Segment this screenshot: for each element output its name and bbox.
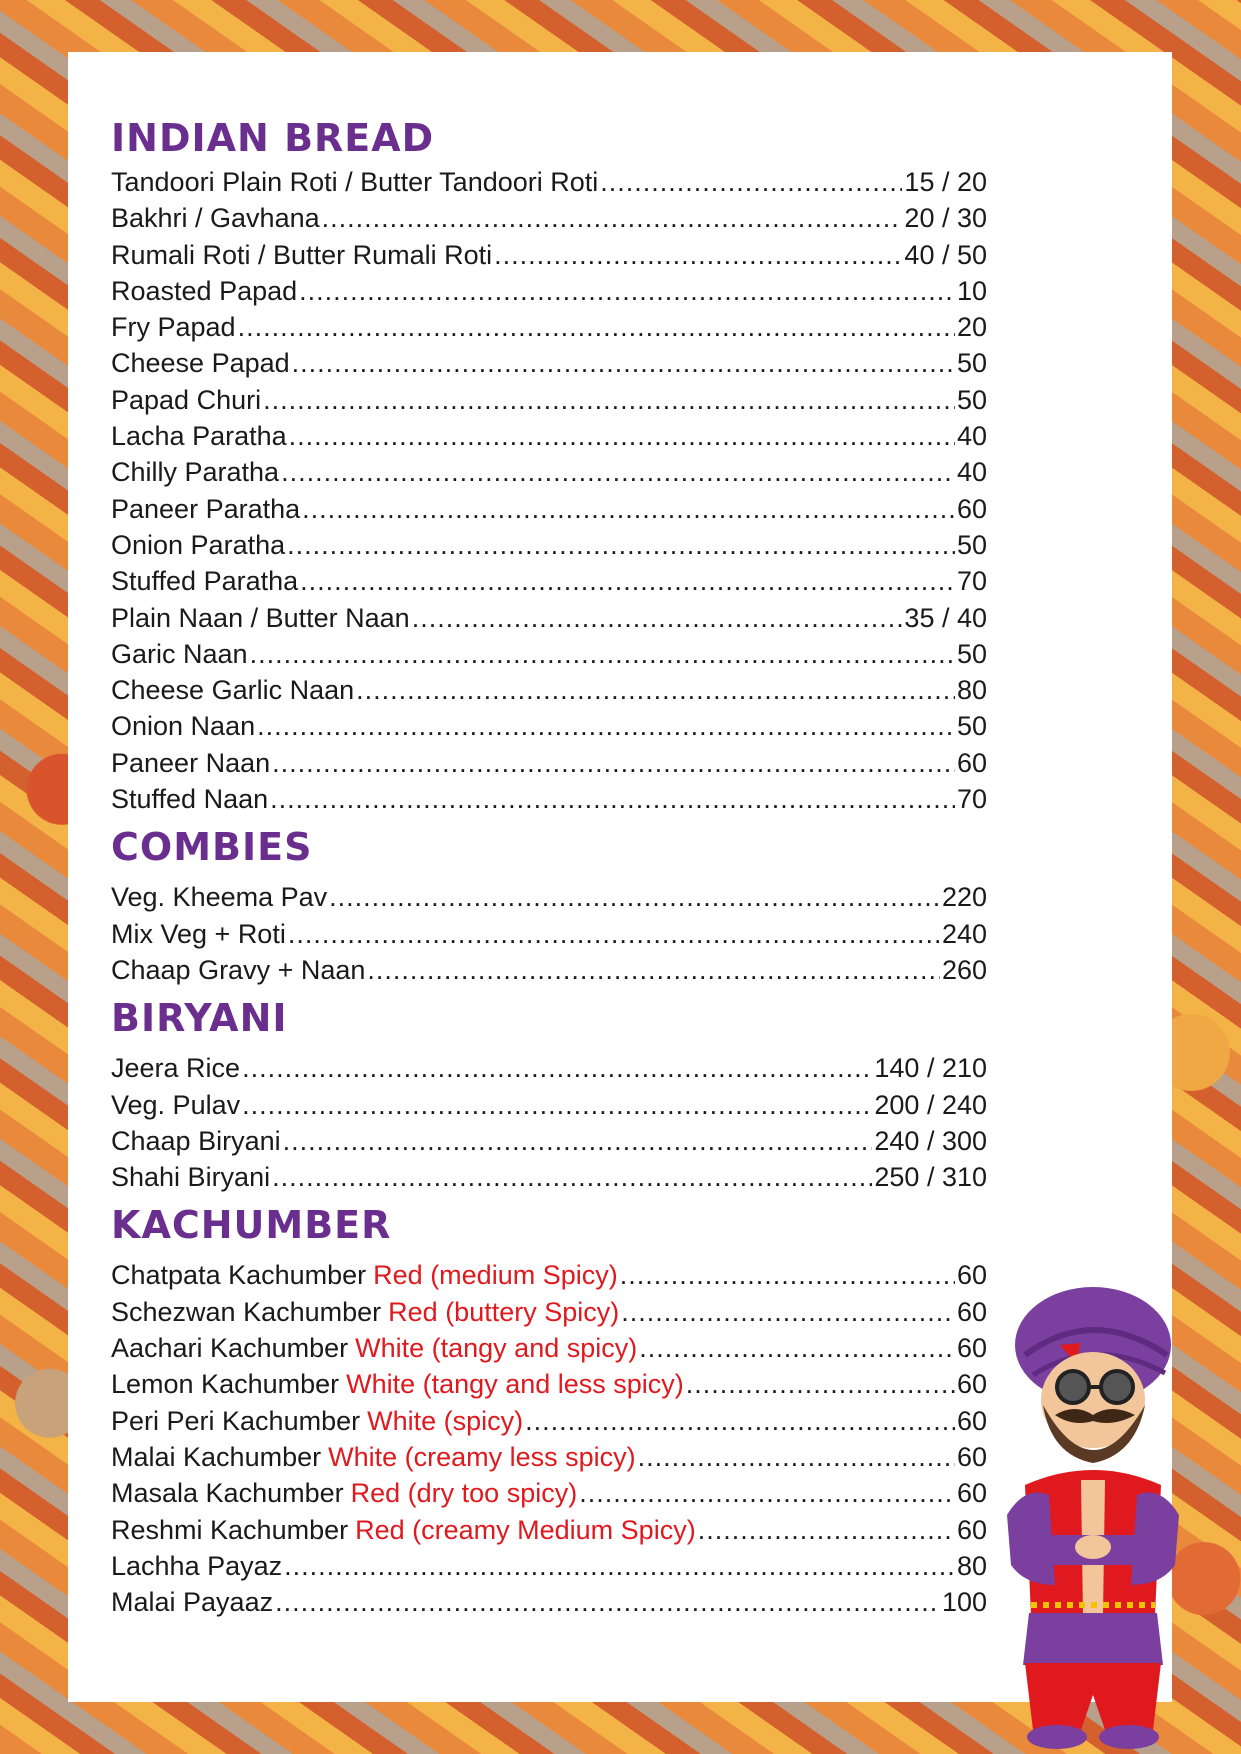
menu-item-price: 35 / 40 bbox=[904, 602, 987, 633]
menu-item bbox=[111, 1050, 987, 1086]
menu-item-name: Reshmi Kachumber bbox=[111, 1514, 349, 1545]
dot-leader bbox=[242, 1050, 872, 1080]
menu-item-price: 60 bbox=[956, 1260, 987, 1291]
section-biryani bbox=[111, 992, 987, 1195]
menu-item bbox=[111, 952, 987, 988]
menu-item-price: 60 bbox=[956, 1441, 987, 1472]
menu-item-name: Cheese Papad bbox=[111, 348, 290, 379]
menu-item bbox=[111, 781, 987, 817]
menu-item-name: Shahi Biryani bbox=[111, 1162, 271, 1193]
dot-leader bbox=[638, 1439, 955, 1469]
menu-item bbox=[111, 1366, 987, 1402]
dot-leader bbox=[322, 200, 903, 230]
section-indian-bread bbox=[111, 112, 987, 817]
dot-leader bbox=[620, 1257, 955, 1287]
menu-item-price: 240 bbox=[941, 918, 987, 949]
dot-leader bbox=[284, 1548, 955, 1578]
menu-item-name: Veg. Pulav bbox=[111, 1089, 241, 1120]
menu-item-price: 260 bbox=[941, 954, 987, 985]
menu-item-price: 50 bbox=[956, 711, 987, 742]
menu-item-description: Red (buttery Spicy) bbox=[388, 1296, 620, 1327]
menu-item-name: Lachha Payaz bbox=[111, 1550, 283, 1581]
menu-item-name: Mix Veg + Roti bbox=[111, 918, 286, 949]
menu-item-name: Garic Naan bbox=[111, 638, 248, 669]
dot-leader bbox=[302, 491, 955, 521]
menu-item-price: 220 bbox=[941, 882, 987, 913]
menu-item-price: 250 / 310 bbox=[874, 1162, 987, 1193]
menu-item bbox=[111, 1123, 987, 1159]
menu-item-name: Roasted Papad bbox=[111, 275, 298, 306]
menu-item bbox=[111, 636, 987, 672]
menu-item-price: 60 bbox=[956, 747, 987, 778]
menu-item-price: 60 bbox=[956, 1478, 987, 1509]
dot-leader bbox=[270, 781, 955, 811]
dot-leader bbox=[356, 672, 955, 702]
menu-item bbox=[111, 491, 987, 527]
menu-item-name: Chaap Gravy + Naan bbox=[111, 954, 366, 985]
menu-item-price: 60 bbox=[956, 1296, 987, 1327]
menu-item-name: Cheese Garlic Naan bbox=[111, 675, 355, 706]
menu-item-price: 140 / 210 bbox=[874, 1053, 987, 1084]
menu-item-name: Onion Paratha bbox=[111, 529, 286, 560]
menu-item-price: 60 bbox=[956, 493, 987, 524]
menu-item bbox=[111, 916, 987, 952]
dot-leader bbox=[579, 1475, 955, 1505]
menu-item bbox=[111, 1403, 987, 1439]
menu-item-price: 60 bbox=[956, 1514, 987, 1545]
menu-item-price: 200 / 240 bbox=[874, 1089, 987, 1120]
menu-item-price: 40 bbox=[956, 421, 987, 452]
menu-item-name: Lemon Kachumber bbox=[111, 1369, 340, 1400]
menu-item-name: Lacha Paratha bbox=[111, 421, 287, 452]
menu-item bbox=[111, 1584, 987, 1620]
section-title: INDIAN BREAD bbox=[111, 116, 435, 160]
menu-item-description: White (tangy and spicy) bbox=[355, 1333, 638, 1364]
menu-item-name: Papad Churi bbox=[111, 384, 262, 415]
section-kachumber bbox=[111, 1199, 987, 1620]
menu-item bbox=[111, 1257, 987, 1293]
menu-item bbox=[111, 1330, 987, 1366]
menu-item bbox=[111, 672, 987, 708]
menu-item bbox=[111, 309, 987, 345]
menu-item bbox=[111, 708, 987, 744]
menu-item-name: Peri Peri Kachumber bbox=[111, 1405, 361, 1436]
menu-item-description: Red (creamy Medium Spicy) bbox=[355, 1514, 696, 1545]
dot-leader bbox=[263, 382, 955, 412]
menu-item bbox=[111, 345, 987, 381]
menu-item-name: Masala Kachumber bbox=[111, 1478, 344, 1509]
menu-item-name: Tandoori Plain Roti / Butter Tandoori Roti bbox=[111, 167, 599, 197]
menu-item-description: White (tangy and less spicy) bbox=[346, 1369, 684, 1400]
menu-item-price: 50 bbox=[956, 529, 987, 560]
menu-item-name: Stuffed Naan bbox=[111, 784, 269, 815]
menu-item bbox=[111, 1548, 987, 1584]
menu-item bbox=[111, 200, 987, 236]
menu-item bbox=[111, 1475, 987, 1511]
dot-leader bbox=[238, 309, 955, 339]
menu-item-price: 40 bbox=[956, 457, 987, 488]
menu-item bbox=[111, 1087, 987, 1123]
menu-item-price: 80 bbox=[956, 1550, 987, 1581]
menu-content bbox=[111, 112, 987, 1620]
menu-item-price: 20 bbox=[956, 312, 987, 343]
menu-item-name: Plain Naan / Butter Naan bbox=[111, 602, 410, 633]
menu-item-name: Malai Kachumber bbox=[111, 1441, 322, 1472]
menu-item-price: 100 bbox=[941, 1587, 987, 1618]
dot-leader bbox=[289, 418, 955, 448]
menu-item-description: Red (medium Spicy) bbox=[373, 1260, 618, 1291]
dot-leader bbox=[412, 600, 903, 630]
menu-item bbox=[111, 1294, 987, 1330]
menu-item-price: 60 bbox=[956, 1369, 987, 1400]
dot-leader bbox=[698, 1512, 955, 1542]
dot-leader bbox=[300, 563, 955, 593]
menu-item-price: 10 bbox=[956, 275, 987, 306]
menu-item-price: 70 bbox=[956, 566, 987, 597]
menu-item-name: Rumali Roti / Butter Rumali Roti bbox=[111, 239, 493, 270]
menu-item-name: Bakhri / Gavhana bbox=[111, 203, 320, 234]
dot-leader bbox=[600, 164, 902, 194]
menu-item-name: Jeera Rice bbox=[111, 1053, 241, 1084]
menu-item bbox=[111, 745, 987, 781]
menu-item bbox=[111, 164, 987, 200]
dot-leader bbox=[299, 273, 955, 303]
menu-item bbox=[111, 237, 987, 273]
menu-item bbox=[111, 418, 987, 454]
menu-item-name: Onion Naan bbox=[111, 711, 256, 742]
menu-item-name: Stuffed Paratha bbox=[111, 566, 299, 597]
menu-item bbox=[111, 382, 987, 418]
section-title: KACHUMBER bbox=[111, 1203, 392, 1248]
menu-item-name: Malai Payaaz bbox=[111, 1587, 274, 1618]
menu-item-name: Paneer Naan bbox=[111, 747, 271, 778]
menu-item bbox=[111, 454, 987, 490]
dot-leader bbox=[242, 1087, 872, 1117]
dot-leader bbox=[287, 527, 955, 557]
menu-item-price: 70 bbox=[956, 784, 987, 815]
menu-item-price: 15 / 20 bbox=[904, 167, 987, 197]
dot-leader bbox=[281, 454, 955, 484]
menu-item bbox=[111, 1439, 987, 1475]
menu-item bbox=[111, 1159, 987, 1195]
menu-item-price: 80 bbox=[956, 675, 987, 706]
menu-item bbox=[111, 1512, 987, 1548]
menu-item bbox=[111, 879, 987, 915]
dot-leader bbox=[272, 1159, 872, 1189]
menu-item-price: 40 / 50 bbox=[904, 239, 987, 270]
section-title: BIRYANI bbox=[111, 996, 288, 1041]
section-combies bbox=[111, 821, 987, 988]
dot-leader bbox=[686, 1366, 955, 1396]
menu-item-name: Veg. Kheema Pav bbox=[111, 882, 328, 913]
menu-item-price: 240 / 300 bbox=[874, 1125, 987, 1156]
dot-leader bbox=[283, 1123, 873, 1153]
dot-leader bbox=[525, 1403, 955, 1433]
menu-item-name: Fry Papad bbox=[111, 312, 236, 343]
menu-item-price: 50 bbox=[956, 384, 987, 415]
dot-leader bbox=[288, 916, 940, 946]
menu-item-description: Red (dry too spicy) bbox=[350, 1478, 578, 1509]
menu-item-price: 50 bbox=[956, 348, 987, 379]
dot-leader bbox=[639, 1330, 955, 1360]
menu-item bbox=[111, 600, 987, 636]
turbaned-chef-mascot-icon bbox=[985, 1285, 1185, 1754]
menu-item bbox=[111, 563, 987, 599]
dot-leader bbox=[329, 879, 940, 909]
menu-item-name: Paneer Paratha bbox=[111, 493, 301, 524]
menu-item bbox=[111, 527, 987, 563]
dot-leader bbox=[494, 237, 902, 267]
menu-item-price: 60 bbox=[956, 1405, 987, 1436]
menu-item-name: Chilly Paratha bbox=[111, 457, 280, 488]
menu-item-name: Schezwan Kachumber bbox=[111, 1296, 382, 1327]
dot-leader bbox=[257, 708, 955, 738]
menu-item-name: Chatpata Kachumber bbox=[111, 1260, 367, 1291]
menu-item-description: White (spicy) bbox=[367, 1405, 524, 1436]
dot-leader bbox=[621, 1294, 955, 1324]
section-title: COMBIES bbox=[111, 825, 313, 870]
dot-leader bbox=[292, 345, 955, 375]
menu-item-name: Aachari Kachumber bbox=[111, 1333, 349, 1364]
dot-leader bbox=[275, 1584, 940, 1614]
dot-leader bbox=[250, 636, 955, 666]
dot-leader bbox=[272, 745, 955, 775]
menu-item-description: White (creamy less spicy) bbox=[328, 1441, 636, 1472]
menu-item-price: 20 / 30 bbox=[904, 203, 987, 234]
menu-item bbox=[111, 273, 987, 309]
menu-item-price: 50 bbox=[956, 638, 987, 669]
menu-item-name: Chaap Biryani bbox=[111, 1125, 281, 1156]
dot-leader bbox=[367, 952, 940, 982]
menu-item-price: 60 bbox=[956, 1333, 987, 1364]
